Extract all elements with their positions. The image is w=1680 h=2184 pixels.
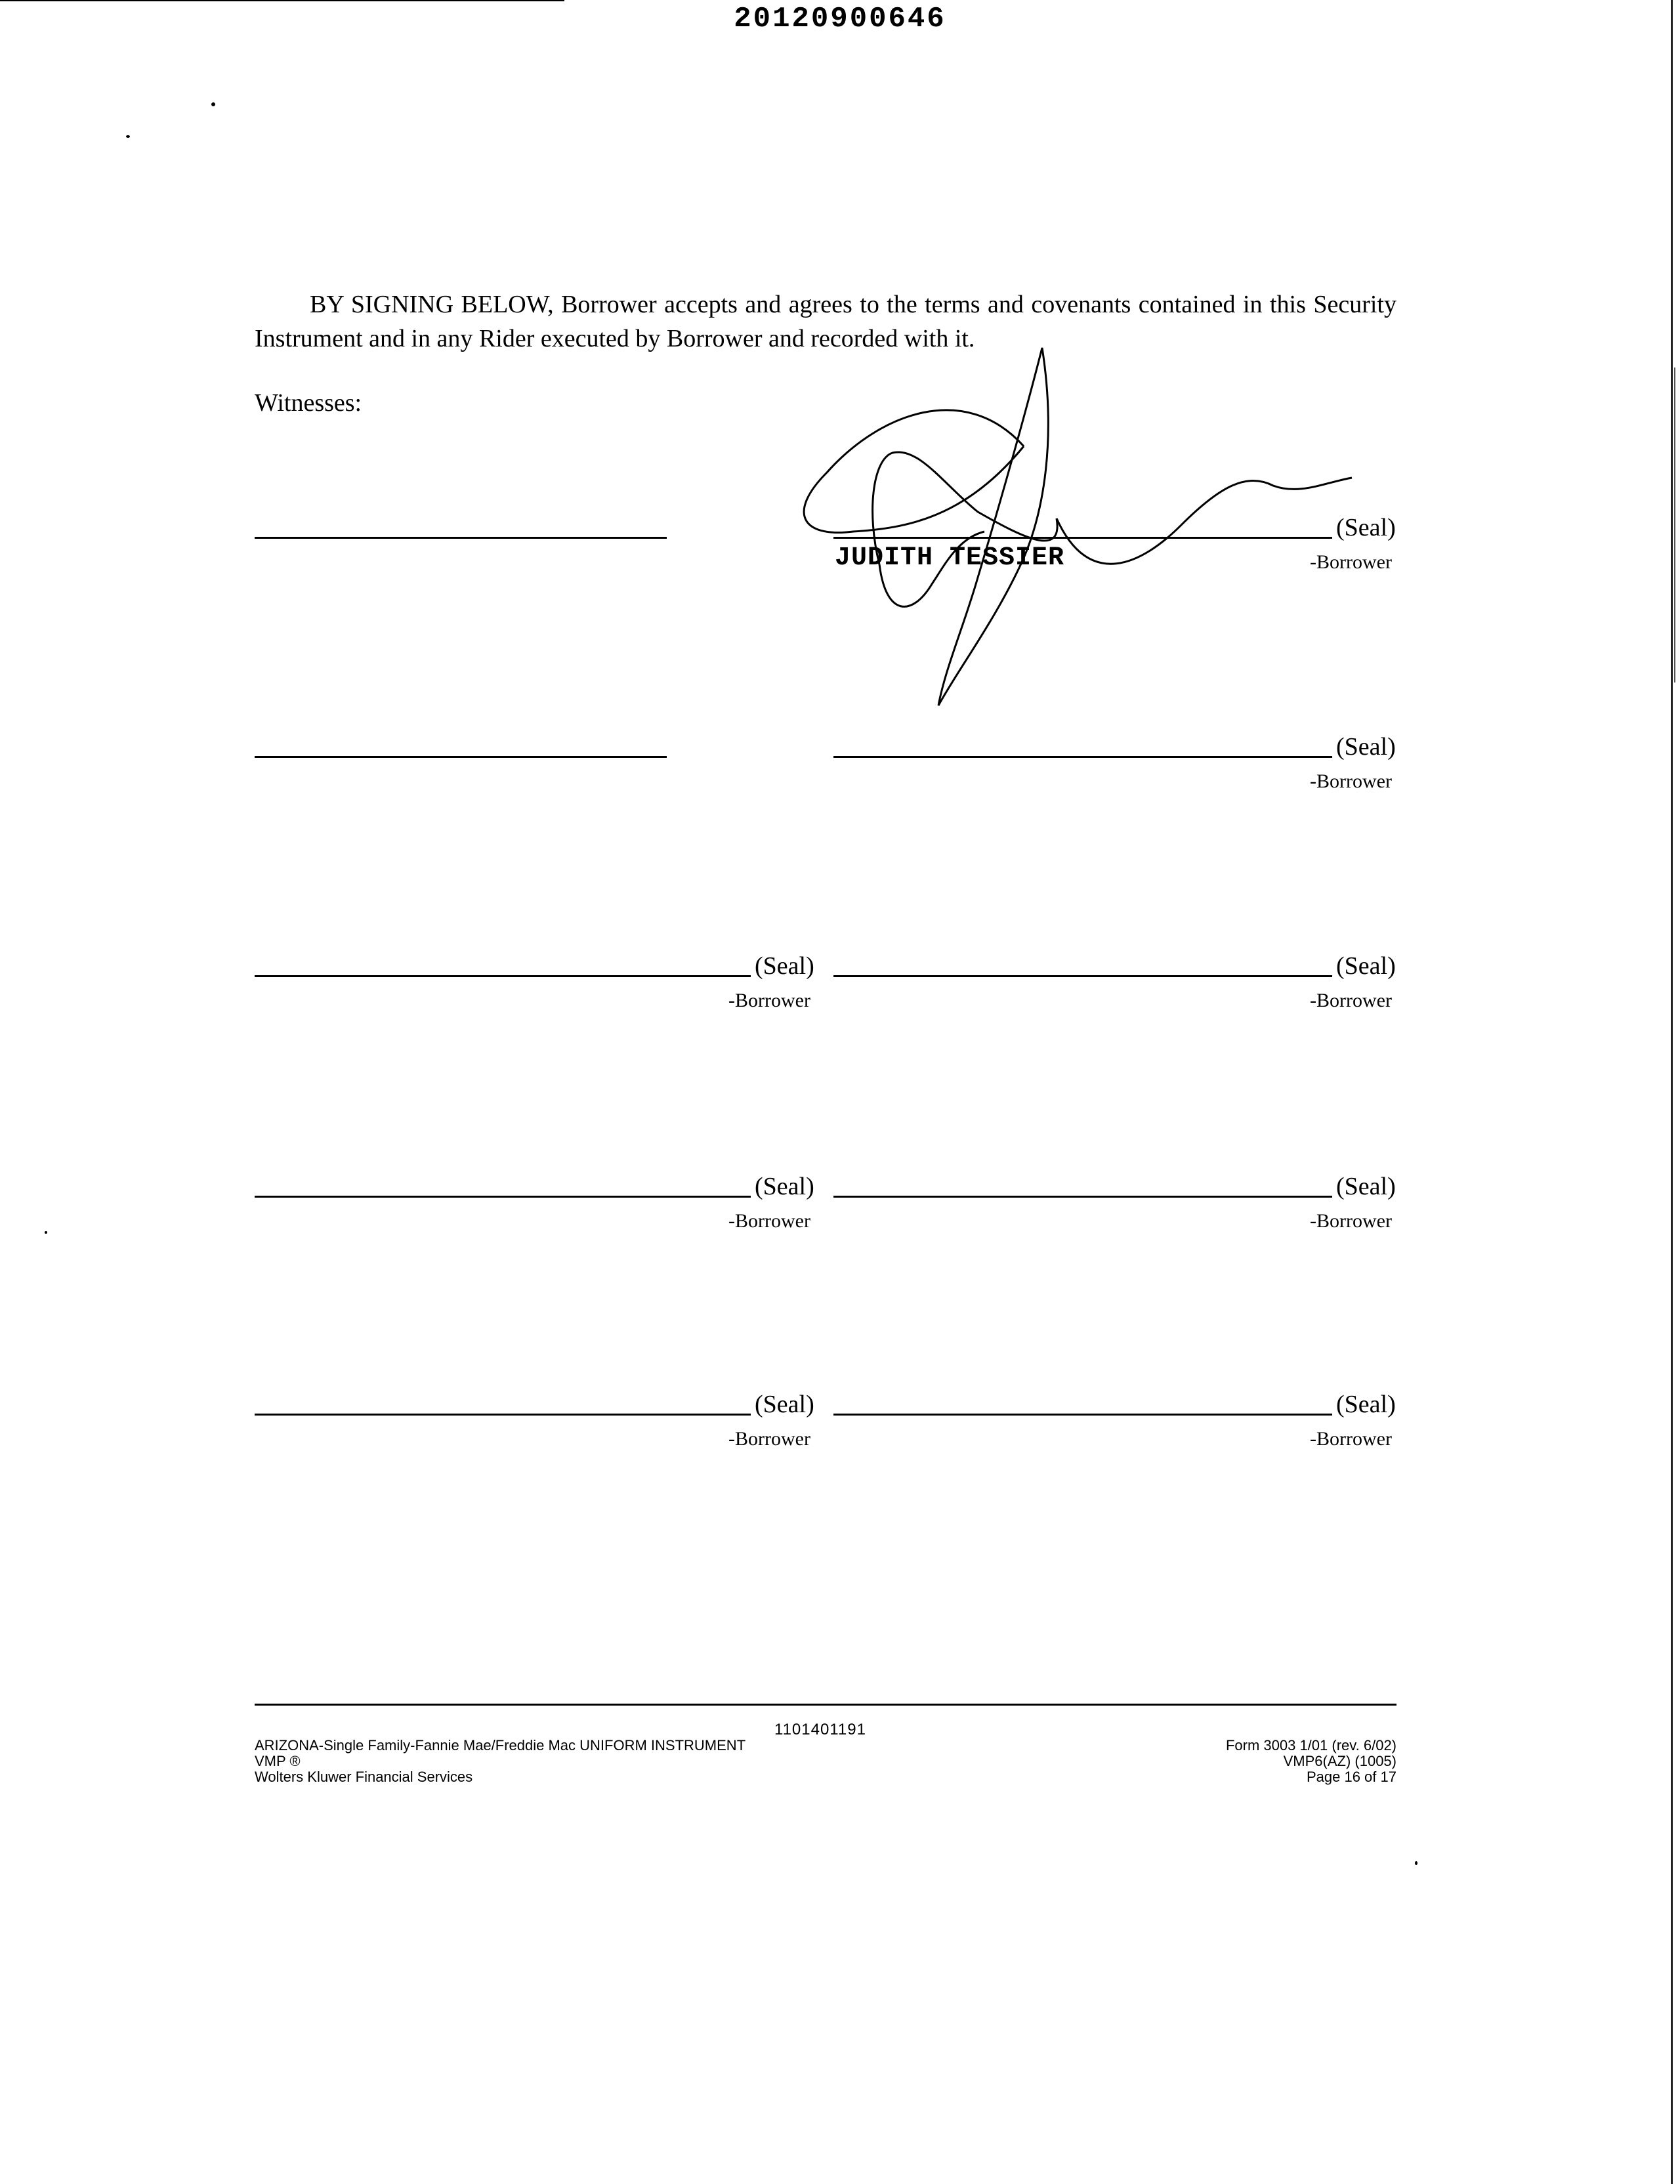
witness-signature-line[interactable]: [255, 537, 667, 539]
witness-signature-line[interactable]: [255, 756, 667, 758]
borrower-signature-line[interactable]: [255, 1196, 751, 1198]
borrower-caption: -Borrower: [1310, 770, 1392, 792]
signing-statement: BY SIGNING BELOW, Borrower accepts and agrees to the terms and covenants contained in this Security Instrument and in any Rider executed by Borrower and recorded with it.: [255, 291, 1396, 352]
form-title: ARIZONA-Single Family-Fannie Mae/Freddie Mac UNIFORM INSTRUMENT: [255, 1737, 746, 1754]
scan-speck: [45, 1231, 47, 1234]
page-number: Page 16 of 17: [1306, 1769, 1396, 1785]
seal-label: (Seal): [1336, 1173, 1396, 1200]
borrower-signature-line[interactable]: [833, 756, 1332, 758]
borrower-signature-line[interactable]: [255, 1414, 751, 1416]
recording-number: 20120900646: [734, 3, 946, 35]
form-reference: [1116, 1738, 1396, 1785]
page-edge: [1671, 0, 1673, 2184]
top-border-rule: [0, 0, 564, 1]
scan-speck: [211, 102, 215, 106]
borrower-caption: -Borrower: [728, 1428, 810, 1450]
form-publisher: Wolters Kluwer Financial Services: [255, 1769, 473, 1785]
seal-label: (Seal): [755, 1173, 814, 1200]
borrower-caption: -Borrower: [728, 990, 810, 1011]
seal-label: (Seal): [1336, 1391, 1396, 1418]
seal-label: (Seal): [1336, 733, 1396, 761]
borrower-caption: -Borrower: [1310, 551, 1392, 573]
loan-number: 1101401191: [774, 1721, 866, 1738]
borrower-signature-line[interactable]: [833, 1414, 1332, 1416]
borrower-caption: -Borrower: [1310, 990, 1392, 1011]
handwritten-signature: [748, 341, 1365, 709]
borrower-signature-line[interactable]: [255, 975, 751, 977]
borrower-caption: -Borrower: [1310, 1428, 1392, 1450]
borrower-caption: -Borrower: [728, 1210, 810, 1232]
form-number: Form 3003 1/01 (rev. 6/02): [1225, 1737, 1396, 1754]
scan-speck: [126, 135, 130, 138]
borrower-typed-name: JUDITH TESSIER: [835, 543, 1065, 573]
seal-label: (Seal): [755, 1391, 814, 1418]
borrower-signature-line[interactable]: [833, 975, 1332, 977]
form-description: [255, 1738, 746, 1785]
form-code: VMP6(AZ) (1005): [1283, 1753, 1396, 1769]
borrower-signature-line[interactable]: [833, 1196, 1332, 1198]
scan-speck: [1415, 1861, 1418, 1865]
seal-label: (Seal): [1336, 514, 1396, 541]
footer-rule: [255, 1704, 1396, 1706]
witnesses-label: Witnesses:: [255, 389, 362, 417]
page-edge-shadow: [1674, 368, 1675, 682]
seal-label: (Seal): [755, 952, 814, 980]
borrower-caption: -Borrower: [1310, 1210, 1392, 1232]
seal-label: (Seal): [1336, 952, 1396, 980]
form-publisher-mark: VMP ®: [255, 1753, 301, 1769]
